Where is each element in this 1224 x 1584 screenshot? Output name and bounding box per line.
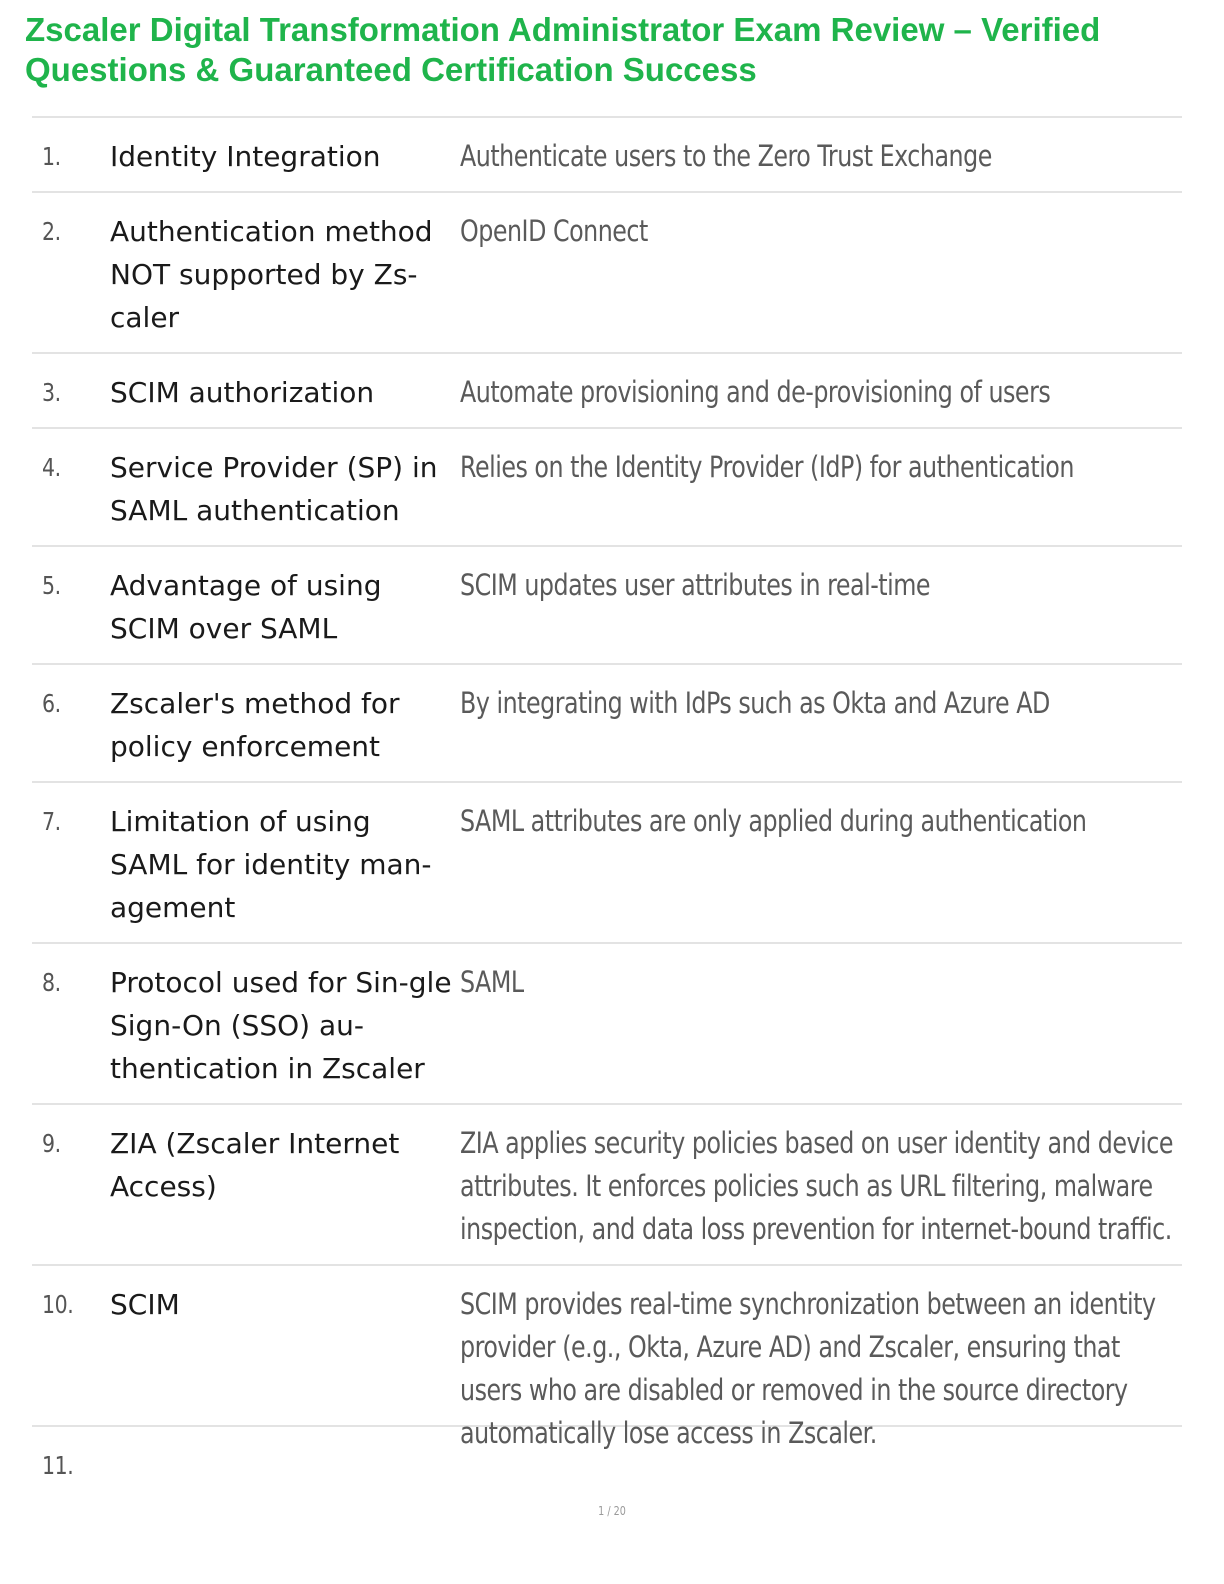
qa-row xyxy=(32,783,1182,944)
item-definition: Relies on the Identity Provider (IdP) for authentication xyxy=(460,450,1074,484)
item-number: 7. xyxy=(42,807,61,836)
item-term: Zscaler's method for policy enforcement xyxy=(110,687,400,763)
qa-row xyxy=(32,1266,1182,1450)
item-number: 9. xyxy=(42,1129,61,1158)
item-term: Limitation of using SAML for identity man-agement xyxy=(110,805,432,924)
qa-row xyxy=(32,429,1182,547)
item-definition: OpenID Connect xyxy=(460,214,648,248)
item-definition: SCIM updates user attributes in real-time xyxy=(460,568,931,602)
page-number: 1 / 20 xyxy=(598,1504,626,1518)
item-number: 2. xyxy=(42,217,61,246)
item-number: 6. xyxy=(42,689,61,718)
qa-row xyxy=(32,547,1182,665)
item-term: Advantage of using SCIM over SAML xyxy=(110,569,382,645)
item-number: 1. xyxy=(42,142,61,171)
item-definition: ZIA applies security policies based on user identity and device attributes. It enforces policies such as URL filtering, malware inspection, and data loss prevention for internet-bound traffic. xyxy=(460,1126,1173,1246)
item-term: Protocol used for Sin-gle Sign-On (SSO) au-thentication in Zscaler xyxy=(110,966,452,1085)
item-definition: By integrating with IdPs such as Okta and Azure AD xyxy=(460,686,1050,720)
item-number: 11. xyxy=(42,1451,74,1480)
qa-row xyxy=(32,1105,1182,1266)
qa-row xyxy=(32,354,1182,429)
item-number: 10. xyxy=(42,1290,74,1319)
page-title xyxy=(25,10,1205,90)
item-term: Authentication method NOT supported by Zs-caler xyxy=(110,215,433,334)
item-definition: Automate provisioning and de-provisioning of users xyxy=(460,375,1051,409)
item-definition: SAML xyxy=(460,965,524,999)
qa-row xyxy=(32,665,1182,783)
item-definition: Authenticate users to the Zero Trust Exchange xyxy=(460,139,992,173)
qa-row xyxy=(32,193,1182,354)
item-definition: SCIM provides real-time synchronization between an identity provider (e.g., Okta, Azure AD) and Zscaler, ensuring that users who are disabled or removed in the source directory automatically lose access in Zscaler. xyxy=(460,1287,1156,1450)
item-number: 5. xyxy=(42,571,61,600)
item-number: 3. xyxy=(42,378,61,407)
item-term: Identity Integration xyxy=(110,140,381,173)
page-title-line-2: Questions & Guaranteed Certification Success xyxy=(25,51,757,88)
qa-list xyxy=(32,116,1182,1507)
qa-row xyxy=(32,118,1182,193)
item-number: 8. xyxy=(42,968,61,997)
item-number: 4. xyxy=(42,453,61,482)
item-term: ZIA (Zscaler Internet Access) xyxy=(110,1127,400,1203)
item-term: SCIM authorization xyxy=(110,376,375,409)
qa-row xyxy=(32,1427,1182,1507)
item-term: SCIM xyxy=(110,1288,180,1321)
page-title-line-1: Zscaler Digital Transformation Administrator Exam Review – Verified xyxy=(25,11,1101,48)
item-definition: SAML attributes are only applied during authentication xyxy=(460,804,1087,838)
item-term: Service Provider (SP) in SAML authentication xyxy=(110,451,438,527)
qa-row xyxy=(32,944,1182,1105)
